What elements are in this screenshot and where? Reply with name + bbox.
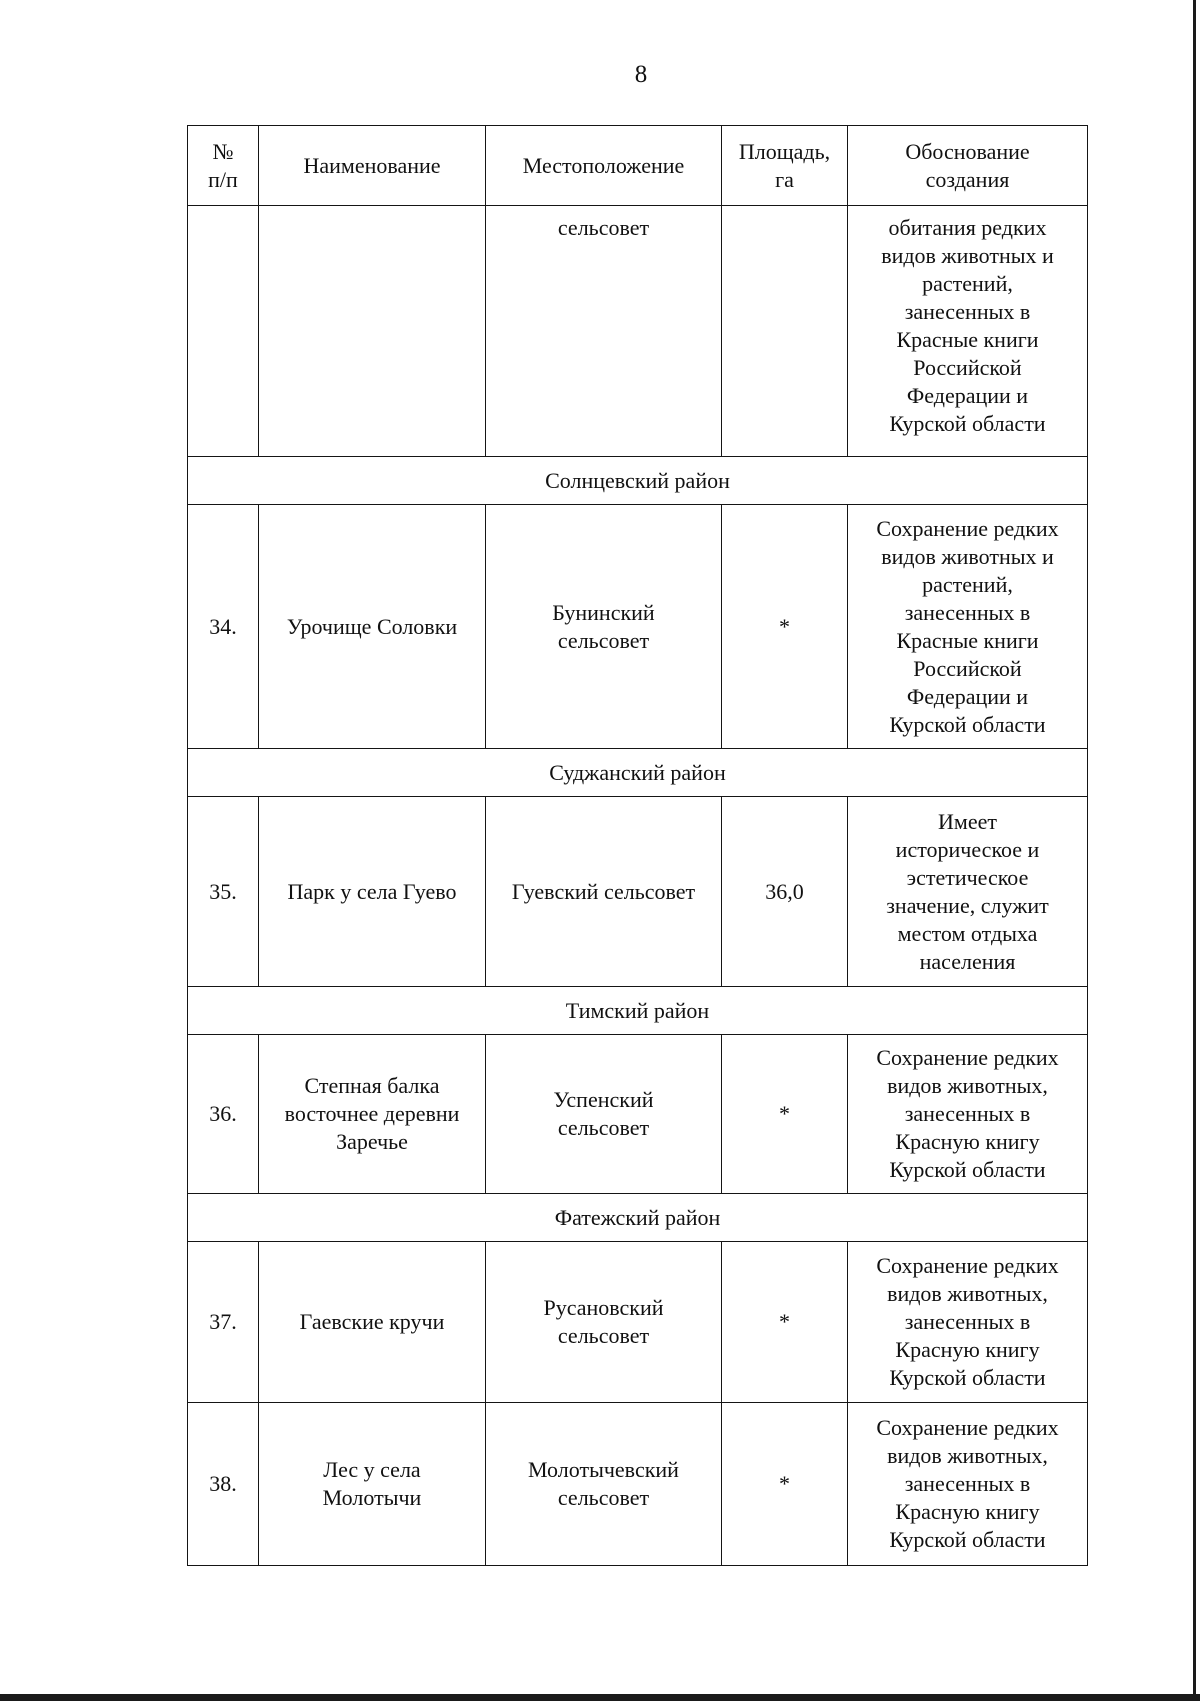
cell-area: * [722, 1403, 848, 1566]
cell-basis: Сохранение редких видов животных, занесенных в Красную книгу Курской области [848, 1403, 1088, 1566]
cell-area: 36,0 [722, 797, 848, 987]
scan-border-bottom [0, 1694, 1200, 1701]
cell-area: * [722, 505, 848, 749]
district-heading-row [188, 987, 1088, 1035]
district-heading-row [188, 749, 1088, 797]
continuation-row [188, 206, 1088, 457]
district-name: Тимский район [188, 987, 1088, 1035]
cell-location: сельсовет [486, 206, 722, 457]
cell-location: Молотычевский сельсовет [486, 1403, 722, 1566]
cell-area: * [722, 1035, 848, 1194]
cell-basis: Имеет историческое и эстетическое значение, служит местом отдыха населения [848, 797, 1088, 987]
cell-area [722, 206, 848, 457]
cell-location: Русановский сельсовет [486, 1242, 722, 1403]
district-heading-row [188, 457, 1088, 505]
cell-basis: обитания редких видов животных и растений, занесенных в Красные книги Российской Федерации и Курской области [848, 206, 1088, 457]
cell-name [259, 206, 486, 457]
cell-number: 38. [188, 1403, 259, 1566]
header-location: Местоположение [486, 126, 722, 206]
district-name: Фатежский район [188, 1194, 1088, 1242]
cell-area: * [722, 1242, 848, 1403]
table-row [188, 1403, 1088, 1566]
header-name: Наименование [259, 126, 486, 206]
cell-name: Парк у села Гуево [259, 797, 486, 987]
cell-basis: Сохранение редких видов животных, занесенных в Красную книгу Курской области [848, 1242, 1088, 1403]
cell-location: Бунинский сельсовет [486, 505, 722, 749]
page-number: 8 [634, 61, 648, 88]
cell-number: 36. [188, 1035, 259, 1194]
cell-basis: Сохранение редких видов животных и растений, занесенных в Красные книги Российской Федерации и Курской области [848, 505, 1088, 749]
table-header-row [188, 126, 1088, 206]
table-row [188, 797, 1088, 987]
cell-basis: Сохранение редких видов животных, занесенных в Красную книгу Курской области [848, 1035, 1088, 1194]
cell-number [188, 206, 259, 457]
cell-location: Успенский сельсовет [486, 1035, 722, 1194]
table-row [188, 505, 1088, 749]
table-row [188, 1242, 1088, 1403]
cell-name: Гаевские кручи [259, 1242, 486, 1403]
table-row [188, 1035, 1088, 1194]
district-name: Солнцевский район [188, 457, 1088, 505]
cell-number: 34. [188, 505, 259, 749]
district-heading-row [188, 1194, 1088, 1242]
cell-name: Урочище Соловки [259, 505, 486, 749]
cell-number: 35. [188, 797, 259, 987]
cell-name: Степная балка восточнее деревни Заречье [259, 1035, 486, 1194]
district-name: Суджанский район [188, 749, 1088, 797]
cell-location: Гуевский сельсовет [486, 797, 722, 987]
scan-border-right [1193, 0, 1196, 1701]
protected-areas-table [187, 125, 1088, 1566]
cell-number: 37. [188, 1242, 259, 1403]
cell-name: Лес у села Молотычи [259, 1403, 486, 1566]
header-basis: Обоснование создания [848, 126, 1088, 206]
header-area: Площадь, га [722, 126, 848, 206]
header-number: № п/п [188, 126, 259, 206]
